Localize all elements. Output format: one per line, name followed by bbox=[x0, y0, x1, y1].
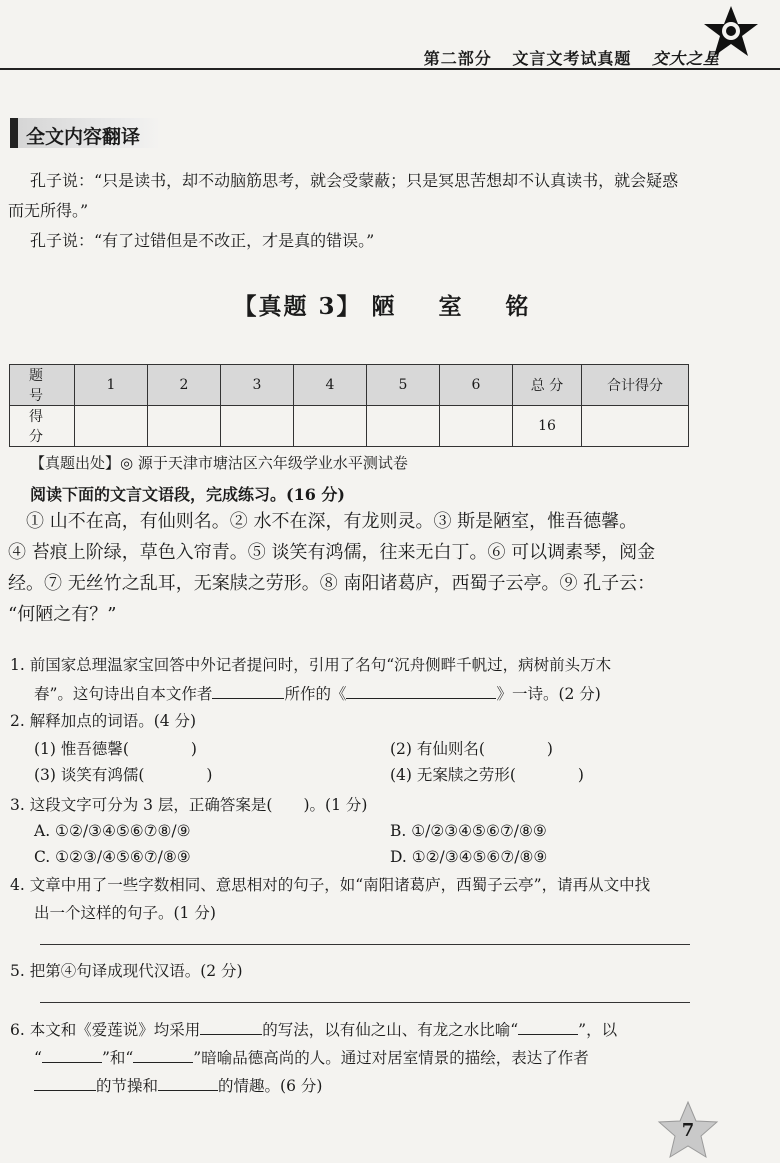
question-1-text-a: 春”。这句诗出自本文作者 bbox=[34, 685, 213, 703]
translation-line-2: 而无所得。” bbox=[8, 201, 89, 220]
header-part: 第二部分 bbox=[423, 49, 492, 68]
question-6-text-h: 的情趣。(6 分) bbox=[218, 1077, 323, 1095]
score-row-cell bbox=[367, 406, 440, 447]
score-table-header-row bbox=[10, 365, 689, 406]
score-row-cell bbox=[582, 406, 689, 447]
header-rule bbox=[0, 68, 780, 70]
question-1-line-1: 1. 前国家总理温家宝回答中外记者提问时，引用了名句“沉舟侧畔千帆过，病树前头万木 bbox=[10, 656, 612, 674]
question-5-answer-line[interactable] bbox=[40, 1002, 690, 1003]
score-row-cell bbox=[221, 406, 294, 447]
section-tag bbox=[10, 118, 160, 148]
question-6-text-b: 的写法，以有仙之山、有龙之水比喻“ bbox=[262, 1021, 519, 1039]
question-2-item-1: (1) 惟吾德馨( ) bbox=[34, 740, 197, 758]
question-6-text-f: ”暗喻品德高尚的人。通过对居室情景的描绘，表达了作者 bbox=[193, 1049, 589, 1067]
score-row-cell bbox=[75, 406, 148, 447]
metaphor-blank[interactable] bbox=[518, 1016, 578, 1035]
section-tag-bar bbox=[10, 118, 18, 148]
score-header-cell: 4 bbox=[294, 365, 367, 406]
score-header-cell: 5 bbox=[367, 365, 440, 406]
score-total-cell: 16 bbox=[513, 406, 582, 447]
score-row-cell bbox=[440, 406, 513, 447]
passage-line: 经。⑦ 无丝竹之乱耳，无案牍之劳形。⑧ 南阳诸葛庐，西蜀子云亭。⑨ 孔子云： bbox=[8, 573, 656, 594]
score-row-cell bbox=[148, 406, 221, 447]
question-1-line-2 bbox=[34, 680, 601, 707]
question-2-item-3: (3) 谈笑有鸿儒( ) bbox=[34, 766, 213, 784]
star-eye-logo-icon bbox=[700, 4, 762, 60]
translation-line-1: 孔子说：“只是读书，却不动脑筋思考，就会受蒙蔽；只是冥思苦想却不认真读书，就会疑惑 bbox=[30, 171, 679, 190]
question-1-text-c: 》一诗。(2 分) bbox=[496, 685, 601, 703]
classical-passage bbox=[8, 506, 692, 630]
score-header-cell: 2 bbox=[148, 365, 221, 406]
score-header-cell: 6 bbox=[440, 365, 513, 406]
translation-line-3: 孔子说：“有了过错但是不改正，才是真的错误。” bbox=[30, 231, 375, 250]
question-6-line-1 bbox=[10, 1016, 617, 1043]
question-3-option-b[interactable]: B. ①/②③④⑤⑥⑦/⑧⑨ bbox=[390, 822, 547, 840]
poem-title-blank[interactable] bbox=[346, 680, 496, 699]
question-1-text-b: 所作的《 bbox=[284, 685, 347, 703]
author-blank[interactable] bbox=[212, 680, 284, 699]
running-header bbox=[410, 46, 720, 69]
question-2-item-4: (4) 无案牍之劳形( ) bbox=[390, 766, 584, 784]
question-6-text-g: 的节操和 bbox=[96, 1077, 159, 1095]
question-2: 2. 解释加点的词语。(4 分) bbox=[10, 712, 197, 730]
interest-blank[interactable] bbox=[158, 1072, 218, 1091]
source-note: 【真题出处】◎ 源于天津市塘沽区六年级学业水平测试卷 bbox=[30, 454, 408, 472]
score-header-cell: 总 分 bbox=[513, 365, 582, 406]
question-2-item-2: (2) 有仙则名( ) bbox=[390, 740, 553, 758]
passage-line: “何陋之有？” bbox=[8, 604, 117, 625]
passage-line: ④ 苔痕上阶绿，草色入帘青。⑤ 谈笑有鸿儒，往来无白丁。⑥ 可以调素琴，阅金 bbox=[8, 542, 656, 563]
page-number: 7 bbox=[681, 1120, 695, 1141]
score-row-cell bbox=[294, 406, 367, 447]
question-4-answer-line[interactable] bbox=[40, 944, 690, 945]
question-3-option-c[interactable]: C. ①②③/④⑤⑥⑦/⑧⑨ bbox=[34, 848, 191, 866]
header-section: 文言文考试真题 bbox=[512, 49, 632, 68]
question-6-text-a: 6. 本文和《爱莲说》均采用 bbox=[10, 1021, 201, 1039]
question-5: 5. 把第④句译成现代汉语。(2 分) bbox=[10, 962, 243, 980]
passage-line: ① 山不在高，有仙则名。② 水不在深，有龙则灵。③ 斯是陋室，惟吾德馨。 bbox=[8, 511, 638, 532]
exam-title-tag: 【真题 3】 bbox=[233, 293, 362, 320]
score-header-cell: 3 bbox=[221, 365, 294, 406]
question-6-line-3 bbox=[34, 1072, 322, 1099]
score-header-cell: 1 bbox=[75, 365, 148, 406]
question-3-option-a[interactable]: A. ①②/③④⑤⑥⑦⑧/⑨ bbox=[34, 822, 191, 840]
score-row-cell: 得 分 bbox=[10, 406, 75, 447]
question-6-text-d: “ bbox=[34, 1049, 42, 1067]
moral-blank-1[interactable] bbox=[42, 1044, 102, 1063]
section-tag-label: 全文内容翻译 bbox=[26, 126, 141, 148]
score-table-row bbox=[10, 406, 689, 447]
question-4-line-2: 出一个这样的句子。(1 分) bbox=[34, 904, 216, 922]
exam-title-name: 陋 室 铭 bbox=[371, 293, 547, 320]
question-3: 3. 这段文字可分为 3 层，正确答案是( )。(1 分) bbox=[10, 796, 368, 814]
reading-instruction: 阅读下面的文言文语段，完成练习。(16 分) bbox=[30, 485, 345, 504]
question-6-line-2 bbox=[34, 1044, 589, 1071]
score-header-cell: 合计得分 bbox=[582, 365, 689, 406]
integrity-blank[interactable] bbox=[34, 1072, 96, 1091]
score-header-cell: 题 号 bbox=[10, 365, 75, 406]
score-table bbox=[9, 364, 689, 447]
moral-blank-2[interactable] bbox=[133, 1044, 193, 1063]
question-3-option-d[interactable]: D. ①②/③④⑤⑥⑦/⑧⑨ bbox=[390, 848, 548, 866]
question-4-line-1: 4. 文章中用了一些字数相同、意思相对的句子，如“南阳诸葛庐，西蜀子云亭”，请再从文中找 bbox=[10, 876, 651, 894]
exam-title bbox=[0, 288, 780, 321]
header-brand: 交大之星 bbox=[651, 49, 720, 68]
question-6-text-c: ”，以 bbox=[578, 1021, 618, 1039]
question-6-text-e: ”和“ bbox=[101, 1049, 134, 1067]
writing-method-blank[interactable] bbox=[200, 1016, 262, 1035]
